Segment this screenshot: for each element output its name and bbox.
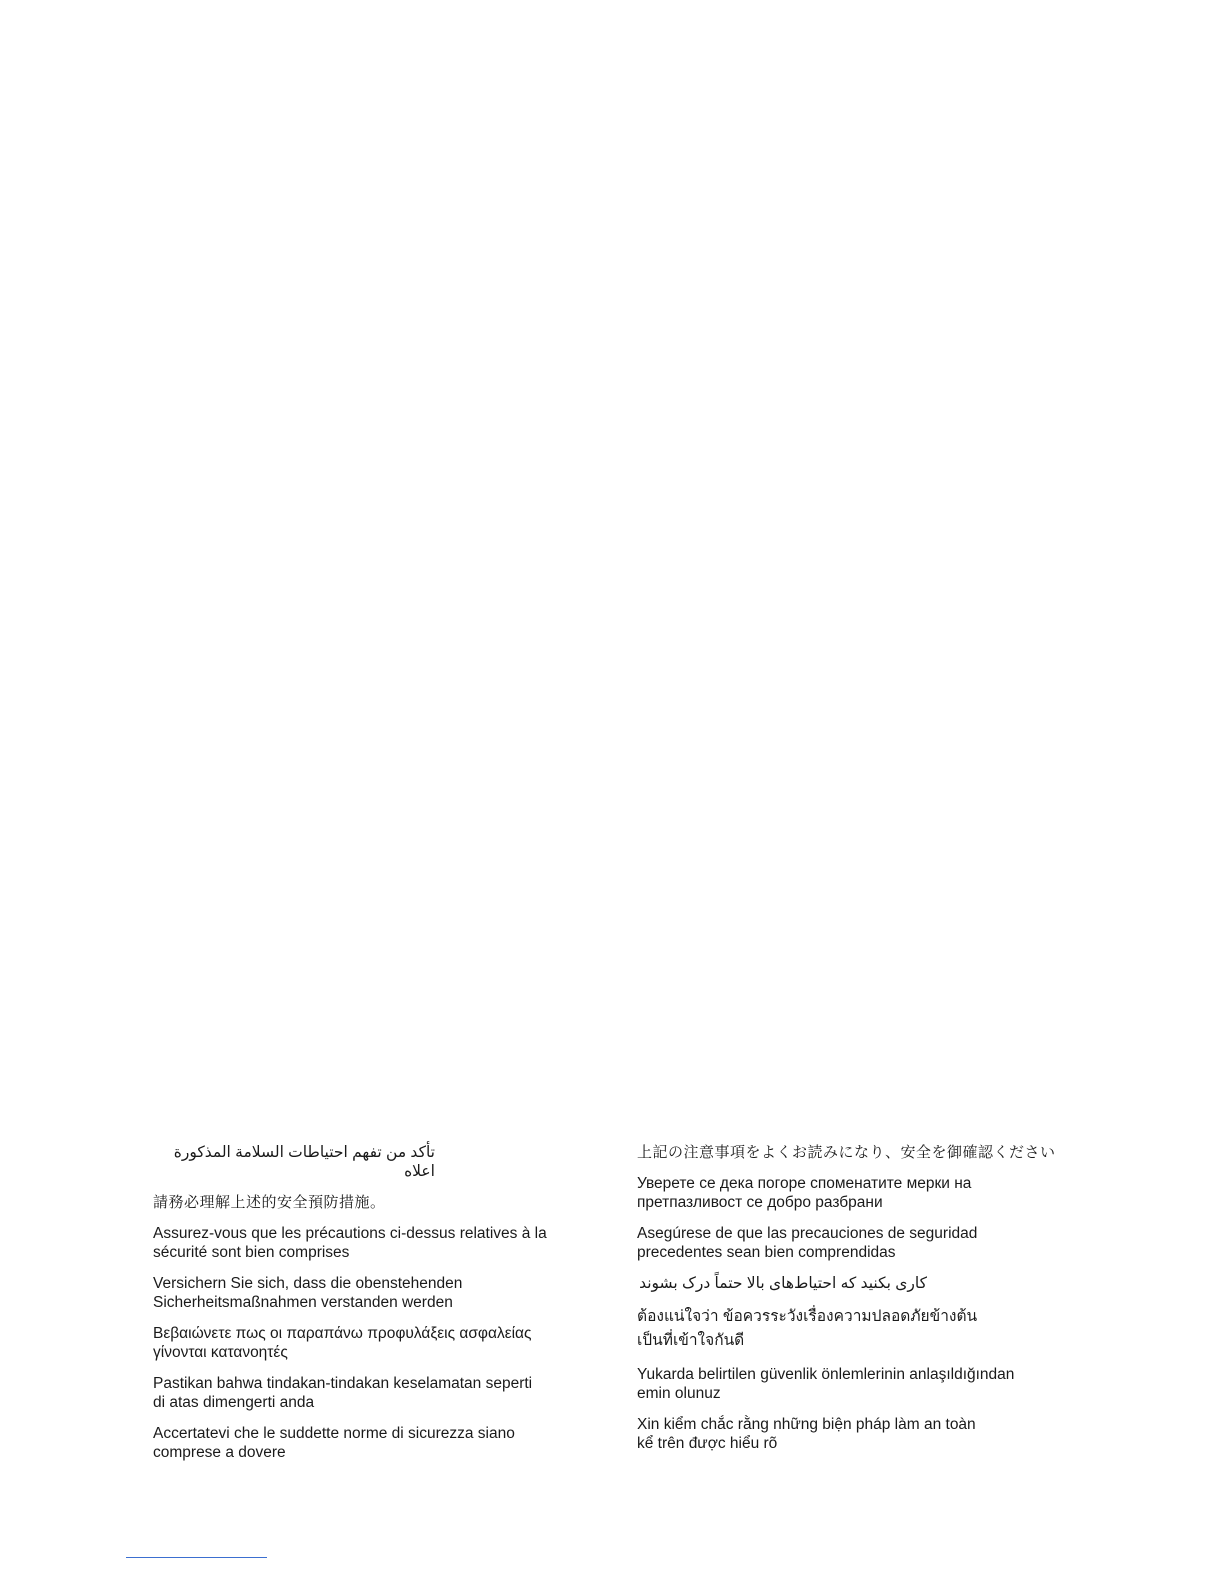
notice-french: Assurez-vous que les précautions ci-dessus relatives à la sécurité sont bien comprises bbox=[153, 1225, 547, 1261]
notice-indonesian: Pastikan bahwa tindakan-tindakan keselamatan seperti di atas dimengerti anda bbox=[153, 1375, 533, 1411]
notice-italian: Accertatevi che le suddette norme di sicurezza siano comprese a dovere bbox=[153, 1425, 515, 1461]
left-column bbox=[153, 1143, 593, 1474]
notice-greek: Βεβαιώνετε πως οι παραπάνω προφυλάξεις ασφαλείας γίνονται κατανοητές bbox=[153, 1325, 532, 1361]
notice-persian: کاری بکنید که احتیاط‌های بالا حتماً درک بشوند bbox=[639, 1275, 927, 1292]
right-column bbox=[637, 1143, 1057, 1465]
notice-japanese: 上記の注意事項をよくお読みになり、安全を御確認ください bbox=[637, 1144, 1056, 1161]
notice-arabic: تأكد من تفهم احتياطات السلامة المذكورة اعلاه bbox=[173, 1144, 435, 1180]
notice-vietnamese: Xin kiểm chắc rằng những biện pháp làm an toàn kể trên được hiểu rõ bbox=[637, 1416, 976, 1452]
notice-spanish: Asegúrese de que las precauciones de seguridad precedentes sean bien comprendidas bbox=[637, 1225, 978, 1261]
notice-bulgarian: Уверете се дека погоре споменатите мерки на претпазливост се добро разбрани bbox=[637, 1175, 972, 1211]
notice-chinese: 請務必理解上述的安全預防措施。 bbox=[153, 1194, 386, 1211]
footnote-rule bbox=[126, 1557, 267, 1558]
notice-thai: ต้องแน่ใจว่า ข้อควรระวังเรื่องความปลอดภัยข้างต้น เป็นที่เข้าใจกันดี bbox=[637, 1308, 978, 1349]
notice-german: Versichern Sie sich, dass die obenstehenden Sicherheitsmaßnahmen verstanden werden bbox=[153, 1275, 463, 1311]
notice-turkish: Yukarda belirtilen güvenlik önlemlerinin anlaşıldığından emin olunuz bbox=[637, 1366, 1015, 1402]
